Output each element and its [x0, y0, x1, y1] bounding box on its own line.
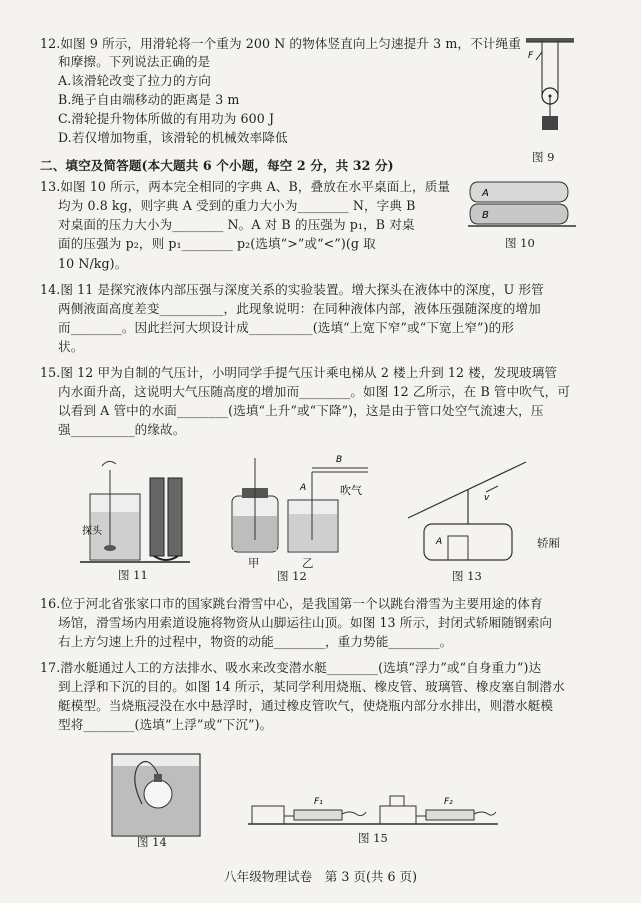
q13-line-2: 均为 0.8 kg，则字典 A 受到的重力大小为________ N，字典 B — [58, 198, 416, 213]
figure-9-pulley — [520, 36, 580, 148]
figure-11-pressure-apparatus — [80, 456, 190, 568]
figure-13-label-car: 轿厢 — [537, 536, 560, 550]
figure-12-label-blow: 吹气 — [340, 484, 362, 497]
q15-line-3: 以看到 A 管中的水面________(选填“上升”或“下降”)，这是由于管口处空气流速大，压 — [58, 403, 544, 418]
q14-line-4: 状。 — [58, 339, 84, 354]
q12-option-a: A.该滑轮改变了拉力的方向 — [58, 73, 211, 88]
figure-11-caption: 图 11 — [118, 568, 148, 582]
figure-15-caption: 图 15 — [358, 831, 388, 845]
q17-line-1: 17.潜水艇通过人工的方法排水、吸水来改变潜水艇________(选填“浮力”或“自身重力”)达 — [40, 660, 542, 675]
q12-line-1: 12.如图 9 所示，用滑轮将一个重为 200 N 的物体竖直向上匀速提升 3 m，不计绳重 — [40, 36, 521, 51]
figure-14-caption: 图 14 — [137, 835, 167, 849]
q13-line-5: 10 N/kg)。 — [58, 256, 128, 271]
q12-option-d: D.若仅增加物重，该滑轮的机械效率降低 — [58, 130, 288, 145]
q15-line-1: 15.图 12 甲为自制的气压计，小明同学手提气压计乘电梯从 2 楼上升到 12 楼，发现玻璃管 — [40, 365, 558, 380]
q15-line-2: 内水面升高，这说明大气压随高度的增加而________。如图 12 乙所示，在 B 管中吹气，可 — [58, 384, 571, 399]
figure-12-barometer-and-blowing — [228, 450, 378, 562]
figure-14-submarine-model — [108, 744, 208, 840]
q16-line-2: 场馆，滑雪场内用索道设施将物资从山脚运往山顶。如图 13 所示，封闭式轿厢随钢索向 — [58, 615, 553, 630]
figure-9-caption: 图 9 — [532, 150, 555, 164]
q16-line-1: 16.位于河北省张家口市的国家跳台滑雪中心，是我国第一个以跳台滑雪为主要用途的体育 — [40, 596, 543, 611]
figure-15-label-f1: F₁ — [314, 797, 323, 807]
q14-line-3: 而________。因此拦河大坝设计成__________(选填“上宽下窄”或“下宽上窄”)的形 — [58, 320, 514, 335]
q14-line-1: 14.图 11 是探究液体内部压强与深度关系的实验装置。增大探头在液体中的深度，U 形管 — [40, 282, 544, 297]
page-footer: 八年级物理试卷 第 3 页(共 6 页) — [224, 869, 417, 884]
q17-line-2: 到上浮和下沉的目的。如图 14 所示，某同学利用烧瓶、橡皮管、玻璃管、橡皮塞自制潜水 — [58, 679, 565, 694]
q12-option-c: C.滑轮提升物体所做的有用功为 600 J — [58, 111, 275, 126]
figure-12-label-a: A — [300, 483, 307, 493]
figure-10-label-b: B — [482, 210, 489, 221]
q16-line-3: 右上方匀速上升的过程中，物资的动能________，重力势能________。 — [58, 634, 453, 649]
figure-13-label-v: v — [484, 493, 490, 503]
q15-line-4: 强__________的缘故。 — [58, 422, 186, 437]
figure-13-cable-car — [402, 452, 532, 568]
figure-11-label-probe: 探头 — [82, 526, 102, 537]
figure-10-label-a: A — [482, 188, 489, 199]
q13-line-4: 面的压强为 p₂，则 p₁________ p₂(选填“>”或“<”)(g 取 — [58, 236, 376, 251]
figure-12-label-yi: 乙 — [302, 556, 314, 570]
figure-12-caption: 图 12 — [277, 569, 307, 583]
figure-9-label-f: F — [528, 51, 534, 61]
figure-15-friction-setup — [248, 790, 498, 830]
q17-line-4: 型将________(选填“上浮”或“下沉”)。 — [58, 717, 273, 732]
figure-13-label-a: A — [436, 537, 443, 547]
q14-line-2: 两侧液面高度差变__________，此现象说明：在同种液体内部，液体压强随深度的增加 — [58, 301, 541, 316]
q13-line-1: 13.如图 10 所示，两本完全相同的字典 A、B，叠放在水平桌面上，质量 — [40, 179, 451, 194]
section-2-title: 二、填空及简答题(本大题共 6 个小题，每空 2 分，共 32 分) — [40, 158, 394, 173]
figure-15-label-f2: F₂ — [444, 797, 453, 807]
figure-12-label-b: B — [336, 455, 343, 465]
figure-13-caption: 图 13 — [452, 569, 482, 583]
figure-10-dictionaries — [468, 178, 578, 234]
q12-option-b: B.绳子自由端移动的距离是 3 m — [58, 92, 240, 107]
q13-line-3: 对桌面的压力大小为________ N。A 对 B 的压强为 p₁，B 对桌 — [58, 217, 415, 232]
q17-line-3: 艇模型。当烧瓶浸没在水中悬浮时，通过橡皮管吹气，使烧瓶内部分水排出，则潜水艇模 — [58, 698, 554, 713]
q12-line-2: 和摩擦。下列说法正确的是 — [58, 54, 211, 69]
figure-12-label-jia: 甲 — [248, 556, 260, 570]
figure-10-caption: 图 10 — [505, 236, 535, 250]
